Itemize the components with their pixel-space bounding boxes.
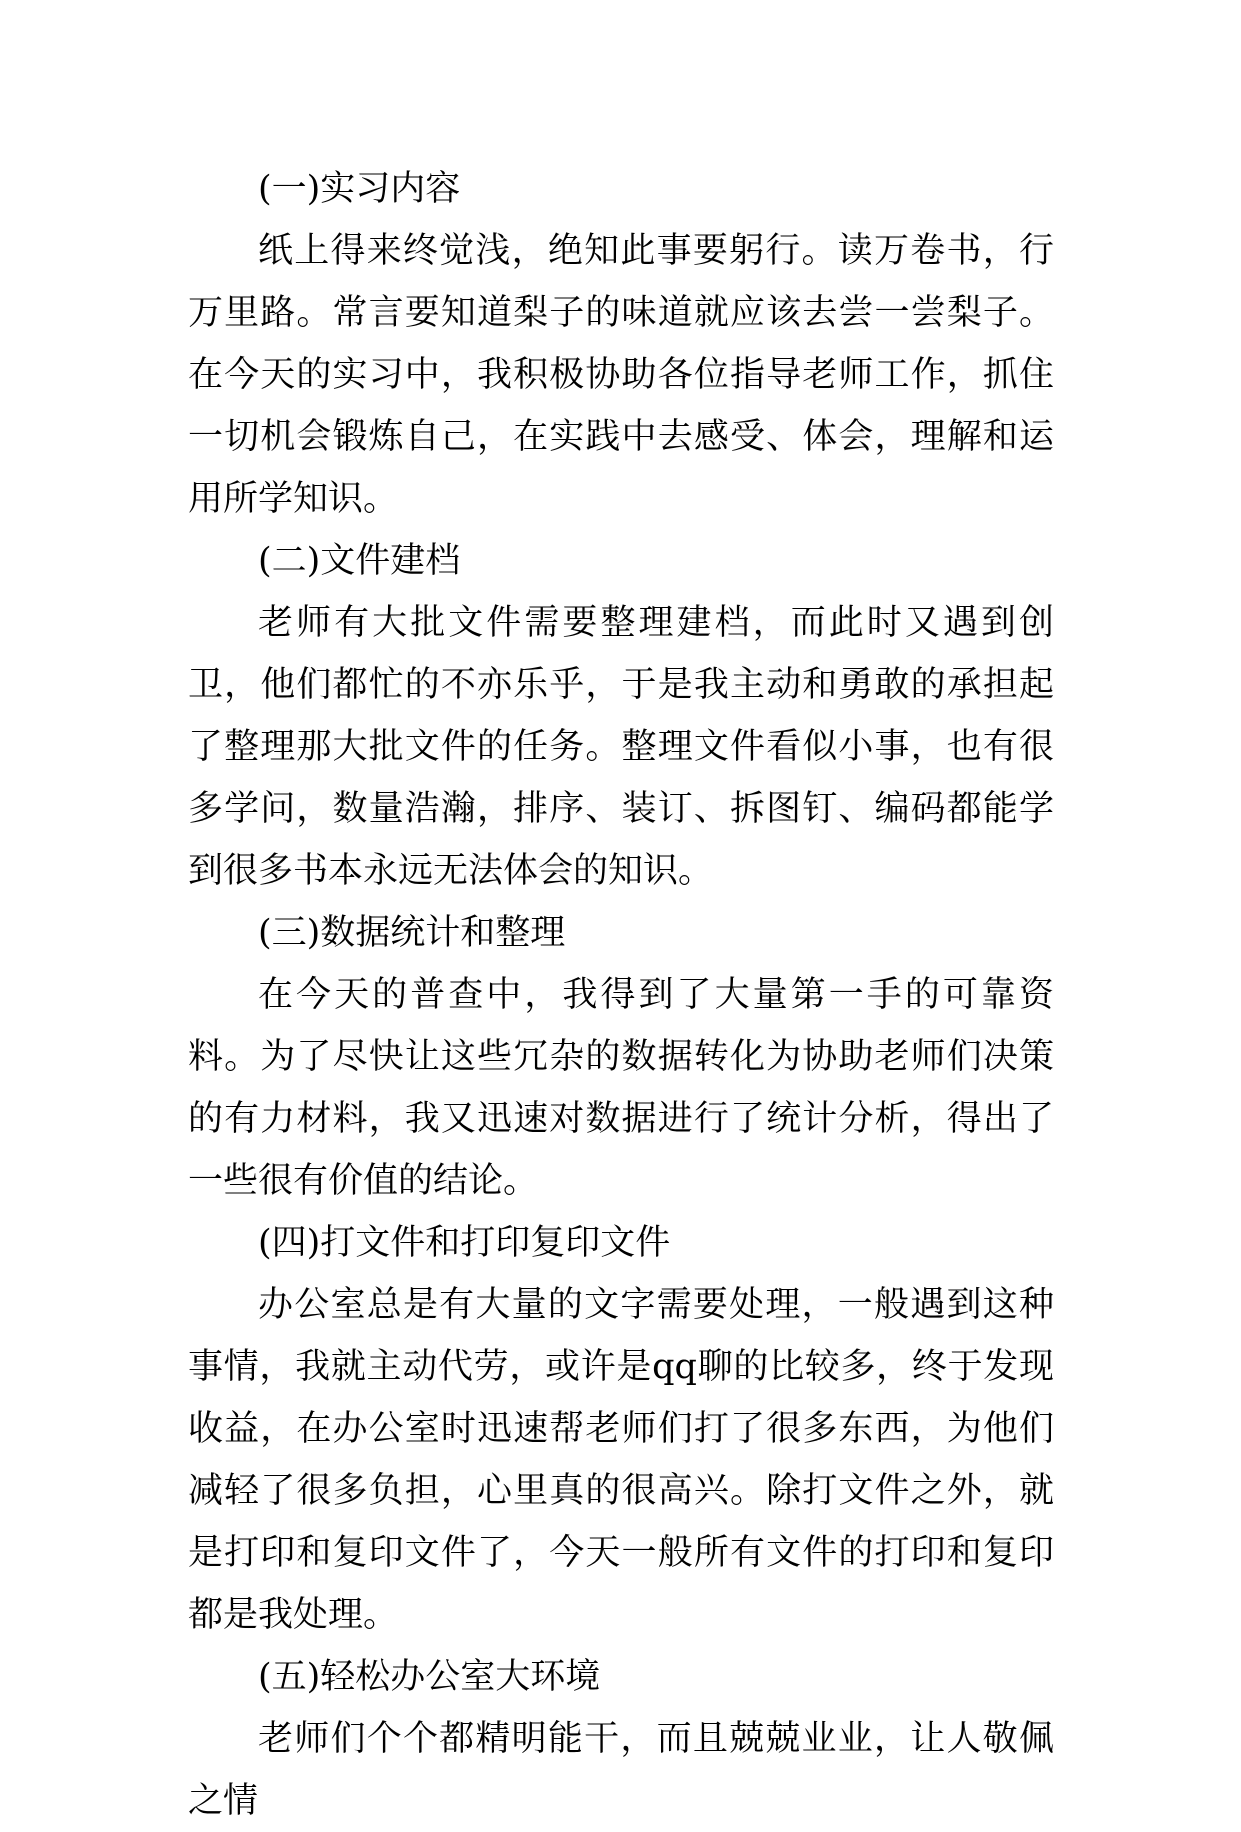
section-paragraph: 老师们个个都精明能干，而且兢兢业业，让人敬佩之情: [188, 1719, 1054, 1821]
section-file-archiving: [188, 530, 1054, 902]
section-heading: (三)数据统计和整理: [258, 913, 566, 953]
section-heading: (二)文件建档: [258, 541, 461, 581]
section-heading: (一)实习内容: [258, 169, 461, 209]
section-heading: (四)打文件和打印复印文件: [258, 1223, 671, 1263]
section-paragraph: 老师有大批文件需要整理建档，而此时又遇到创卫，他们都忙的不亦乐乎，于是我主动和勇敢的承担起了整理那大批文件的任务。整理文件看似小事，也有很多学问，数量浩瀚，排序、装订、拆图钉、编码都能学到很多书本永远无法体会的知识。: [188, 603, 1054, 891]
section-paragraph: 纸上得来终觉浅，绝知此事要躬行。读万卷书，行万里路。常言要知道梨子的味道就应该去尝一尝梨子。在今天的实习中，我积极协助各位指导老师工作，抓住一切机会锻炼自己，在实践中去感受、体会，理解和运用所学知识。: [188, 231, 1054, 519]
document-page: [188, 158, 1054, 1832]
section-paragraph: 办公室总是有大量的文字需要处理，一般遇到这种事情，我就主动代劳，或许是qq聊的比较多，终于发现收益，在办公室时迅速帮老师们打了很多东西，为他们减轻了很多负担，心里真的很高兴。除打文件之外，就是打印和复印文件了，今天一般所有文件的打印和复印都是我处理。: [188, 1285, 1054, 1635]
section-internship-content: [188, 158, 1054, 530]
section-typing-printing: [188, 1212, 1054, 1646]
section-office-environment: [188, 1646, 1054, 1832]
section-heading: (五)轻松办公室大环境: [258, 1657, 601, 1697]
section-paragraph: 在今天的普查中，我得到了大量第一手的可靠资料。为了尽快让这些冗杂的数据转化为协助老师们决策的有力材料，我又迅速对数据进行了统计分析，得出了一些很有价值的结论。: [188, 975, 1054, 1201]
section-data-statistics: [188, 902, 1054, 1212]
